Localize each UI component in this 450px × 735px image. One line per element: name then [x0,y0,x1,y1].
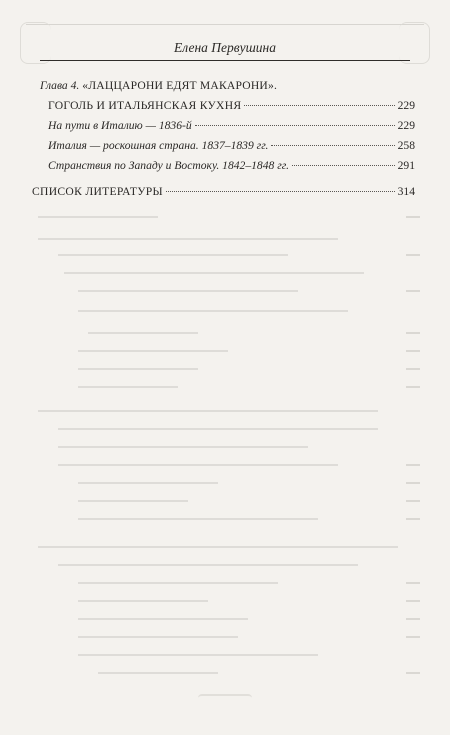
toc-entry-title: На пути в Италию — 1836-й [48,119,192,132]
header-rule [40,60,410,61]
chapter-title: «ЛАЦЦАРОНИ ЕДЯТ МАКАРОНИ». [82,79,278,92]
toc-entry-page: 229 [397,119,415,132]
toc-entry-page: 314 [397,185,415,198]
dot-leader [271,145,394,146]
chapter-heading [40,79,277,92]
toc-entry [48,99,415,115]
dot-leader [292,165,395,166]
toc-entry-page: 229 [397,99,415,112]
dot-leader [244,105,394,106]
running-head-author: Елена Первушина [173,40,276,55]
toc-entry [48,159,415,175]
toc-entry-title: Италия — роскошная страна. 1837–1839 гг. [48,139,269,152]
show-through-text [38,192,420,692]
toc-entry [48,139,415,155]
chapter-number: Глава 4. [40,79,80,92]
toc-entry-page: 291 [397,159,415,172]
toc-entry-title: ГОГОЛЬ И ИТАЛЬЯНСКАЯ КУХНЯ [48,99,242,112]
dot-leader [195,125,395,126]
toc-entry-page: 258 [397,139,415,152]
toc-entry [48,119,415,135]
toc-entry-title: СПИСОК ЛИТЕРАТУРЫ [32,185,163,198]
toc-entry-title: Странствия по Западу и Востоку. 1842–1848 гг. [48,159,290,172]
page-number-ornament [198,694,252,706]
